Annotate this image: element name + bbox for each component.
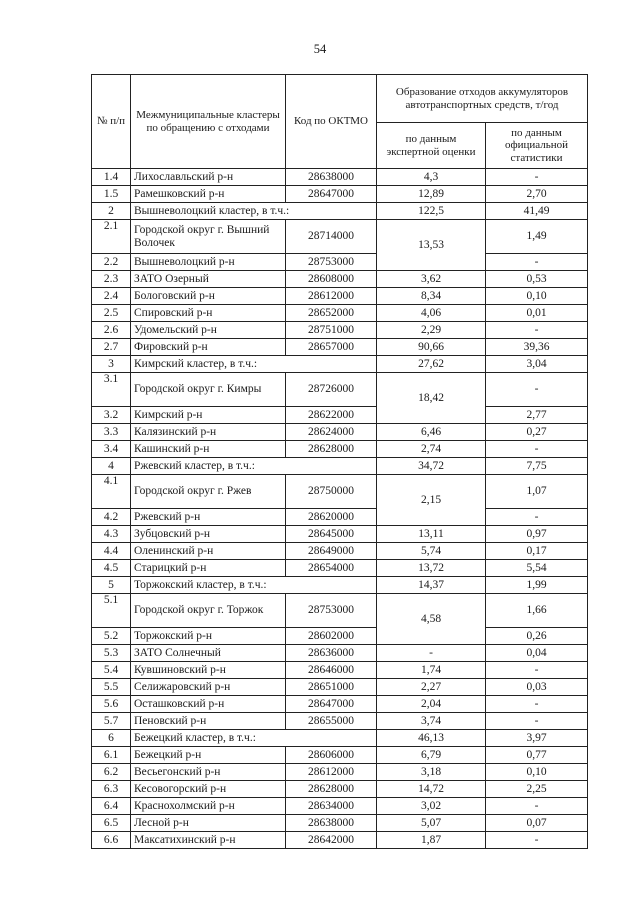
row-official: 3,04 — [486, 356, 588, 373]
row-code: 28753000 — [286, 594, 377, 628]
row-num: 4.5 — [92, 560, 131, 577]
row-official: 0,77 — [486, 747, 588, 764]
row-official: 0,10 — [486, 288, 588, 305]
row-official: 2,25 — [486, 781, 588, 798]
row-official: - — [486, 696, 588, 713]
row-num: 5.6 — [92, 696, 131, 713]
row-num: 3.2 — [92, 407, 131, 424]
row-name: Фировский р-н — [131, 339, 286, 356]
row-expert: 3,02 — [377, 798, 486, 815]
table-row — [92, 186, 588, 203]
table-row — [92, 543, 588, 560]
cluster-row — [92, 730, 588, 747]
row-expert: 2,27 — [377, 679, 486, 696]
row-num: 3 — [92, 356, 131, 373]
row-expert: 2,29 — [377, 322, 486, 339]
row-name: Осташковский р-н — [131, 696, 286, 713]
row-code: 28714000 — [286, 220, 377, 254]
row-expert: 34,72 — [377, 458, 486, 475]
row-code: 28608000 — [286, 271, 377, 288]
row-num: 6.4 — [92, 798, 131, 815]
row-official: - — [486, 169, 588, 186]
row-name: Максатихинский р-н — [131, 832, 286, 849]
row-name: Удомельский р-н — [131, 322, 286, 339]
row-expert: 3,74 — [377, 713, 486, 730]
row-code: 28753000 — [286, 254, 377, 271]
row-official: 0,01 — [486, 305, 588, 322]
row-num: 5.5 — [92, 679, 131, 696]
table-row — [92, 628, 588, 645]
header-expert: по данным экспертной оценки — [377, 123, 486, 169]
row-code: 28652000 — [286, 305, 377, 322]
row-name: Старицкий р-н — [131, 560, 286, 577]
row-expert: 90,66 — [377, 339, 486, 356]
table-header — [92, 75, 588, 169]
cluster-name: Кимрский кластер, в т.ч.: — [131, 356, 377, 373]
row-code: 28612000 — [286, 764, 377, 781]
table-row — [92, 424, 588, 441]
row-name: Весьегонский р-н — [131, 764, 286, 781]
row-num: 6.2 — [92, 764, 131, 781]
row-expert: 13,53 — [377, 220, 486, 271]
row-expert: 14,37 — [377, 577, 486, 594]
cluster-row — [92, 356, 588, 373]
cluster-row — [92, 577, 588, 594]
row-expert: 1,74 — [377, 662, 486, 679]
row-code: 28612000 — [286, 288, 377, 305]
row-code: 28602000 — [286, 628, 377, 645]
row-official: 41,49 — [486, 203, 588, 220]
cluster-name: Торжокский кластер, в т.ч.: — [131, 577, 377, 594]
row-expert: 4,06 — [377, 305, 486, 322]
row-official: 0,27 — [486, 424, 588, 441]
row-expert: 3,62 — [377, 271, 486, 288]
row-num: 6 — [92, 730, 131, 747]
row-expert: 46,13 — [377, 730, 486, 747]
row-code: 28655000 — [286, 713, 377, 730]
row-num: 2 — [92, 203, 131, 220]
row-expert: 4,3 — [377, 169, 486, 186]
row-name: Калязинский р-н — [131, 424, 286, 441]
row-expert: 14,72 — [377, 781, 486, 798]
row-name: Оленинский р-н — [131, 543, 286, 560]
row-code: 28638000 — [286, 815, 377, 832]
row-code: 28628000 — [286, 441, 377, 458]
cluster-row — [92, 458, 588, 475]
row-num: 4 — [92, 458, 131, 475]
row-num: 1.4 — [92, 169, 131, 186]
table-row — [92, 509, 588, 526]
table-row — [92, 254, 588, 271]
table-row — [92, 662, 588, 679]
row-expert: 2,74 — [377, 441, 486, 458]
header-official: по данным официальной статистики — [486, 123, 588, 169]
row-num: 2.7 — [92, 339, 131, 356]
row-name: Зубцовский р-н — [131, 526, 286, 543]
row-expert: 6,46 — [377, 424, 486, 441]
row-code: 28751000 — [286, 322, 377, 339]
row-official: - — [486, 662, 588, 679]
table-row — [92, 798, 588, 815]
row-code: 28628000 — [286, 781, 377, 798]
row-code: 28620000 — [286, 509, 377, 526]
row-expert: 13,72 — [377, 560, 486, 577]
row-expert: 2,04 — [377, 696, 486, 713]
row-name: Кувшиновский р-н — [131, 662, 286, 679]
table-row — [92, 645, 588, 662]
row-official: 2,70 — [486, 186, 588, 203]
row-code: 28622000 — [286, 407, 377, 424]
table-row — [92, 815, 588, 832]
row-official: - — [486, 832, 588, 849]
row-num: 6.3 — [92, 781, 131, 798]
table-row — [92, 271, 588, 288]
row-code: 28657000 — [286, 339, 377, 356]
row-official: 0,97 — [486, 526, 588, 543]
row-num: 2.3 — [92, 271, 131, 288]
row-num: 6.5 — [92, 815, 131, 832]
row-code: 28750000 — [286, 475, 377, 509]
row-official: 0,53 — [486, 271, 588, 288]
row-expert: 3,18 — [377, 764, 486, 781]
row-official: 0,26 — [486, 628, 588, 645]
header-formation: Образование отходов аккумуляторов автотранспортных средств, т/год — [377, 75, 588, 123]
header-cluster: Межмуниципальные кластеры по обращению с отходами — [131, 75, 286, 169]
table-row — [92, 832, 588, 849]
row-num: 5.4 — [92, 662, 131, 679]
row-name: ЗАТО Озерный — [131, 271, 286, 288]
table-row — [92, 305, 588, 322]
row-code: 28634000 — [286, 798, 377, 815]
row-official: - — [486, 322, 588, 339]
row-num: 2.6 — [92, 322, 131, 339]
row-official: - — [486, 509, 588, 526]
row-official: 5,54 — [486, 560, 588, 577]
row-num: 4.1 — [92, 475, 131, 509]
row-expert: - — [377, 645, 486, 662]
table-row — [92, 696, 588, 713]
page-number: 54 — [313, 42, 327, 56]
row-code: 28651000 — [286, 679, 377, 696]
row-num: 4.2 — [92, 509, 131, 526]
row-official: 1,07 — [486, 475, 588, 509]
row-official: - — [486, 373, 588, 407]
table-row — [92, 169, 588, 186]
row-official: 0,17 — [486, 543, 588, 560]
row-num: 2.5 — [92, 305, 131, 322]
cluster-row — [92, 203, 588, 220]
row-name: Городской округ г. Кимры — [131, 373, 286, 407]
row-name: Городской округ г. Вышний Волочек — [131, 220, 286, 254]
row-official: - — [486, 713, 588, 730]
table-body — [92, 169, 588, 849]
row-expert: 18,42 — [377, 373, 486, 424]
row-num: 2.1 — [92, 220, 131, 254]
row-official: 0,10 — [486, 764, 588, 781]
row-code: 28645000 — [286, 526, 377, 543]
row-name: Лихославльский р-н — [131, 169, 286, 186]
row-num: 5.2 — [92, 628, 131, 645]
row-code: 28647000 — [286, 186, 377, 203]
row-name: Рамешковский р-н — [131, 186, 286, 203]
table-row — [92, 713, 588, 730]
row-name: Кесовогорский р-н — [131, 781, 286, 798]
row-name: Городской округ г. Торжок — [131, 594, 286, 628]
table-row — [92, 441, 588, 458]
row-expert: 13,11 — [377, 526, 486, 543]
row-official: 1,99 — [486, 577, 588, 594]
row-expert: 2,15 — [377, 475, 486, 526]
row-name: Спировский р-н — [131, 305, 286, 322]
table-row — [92, 339, 588, 356]
row-expert: 27,62 — [377, 356, 486, 373]
table-row — [92, 594, 588, 628]
row-code: 28606000 — [286, 747, 377, 764]
row-name: Селижаровский р-н — [131, 679, 286, 696]
table-row — [92, 373, 588, 407]
row-num: 6.6 — [92, 832, 131, 849]
row-num: 1.5 — [92, 186, 131, 203]
row-official: - — [486, 441, 588, 458]
row-name: Торжокский р-н — [131, 628, 286, 645]
row-num: 3.1 — [92, 373, 131, 407]
row-official: 39,36 — [486, 339, 588, 356]
table-row — [92, 679, 588, 696]
table-row — [92, 475, 588, 509]
table-row — [92, 322, 588, 339]
row-official: - — [486, 798, 588, 815]
row-num: 4.4 — [92, 543, 131, 560]
row-name: Бежецкий р-н — [131, 747, 286, 764]
row-num: 3.3 — [92, 424, 131, 441]
row-num: 2.4 — [92, 288, 131, 305]
table-row — [92, 526, 588, 543]
cluster-name: Вышневолоцкий кластер, в т.ч.: — [131, 203, 377, 220]
header-num: № п/п — [92, 75, 131, 169]
row-official: 1,66 — [486, 594, 588, 628]
row-code: 28649000 — [286, 543, 377, 560]
row-num: 5.7 — [92, 713, 131, 730]
row-official: 3,97 — [486, 730, 588, 747]
row-num: 6.1 — [92, 747, 131, 764]
cluster-name: Бежецкий кластер, в т.ч.: — [131, 730, 377, 747]
table-row — [92, 288, 588, 305]
row-name: Бологовский р-н — [131, 288, 286, 305]
row-official: 2,77 — [486, 407, 588, 424]
waste-table — [91, 74, 588, 849]
row-expert: 5,74 — [377, 543, 486, 560]
table-row — [92, 781, 588, 798]
header-code: Код по ОКТМО — [286, 75, 377, 169]
row-name: Краснохолмский р-н — [131, 798, 286, 815]
row-name: Лесной р-н — [131, 815, 286, 832]
row-code: 28624000 — [286, 424, 377, 441]
table-row — [92, 407, 588, 424]
row-code: 28647000 — [286, 696, 377, 713]
row-expert: 12,89 — [377, 186, 486, 203]
row-name: Городской округ г. Ржев — [131, 475, 286, 509]
row-official: 0,03 — [486, 679, 588, 696]
row-code: 28642000 — [286, 832, 377, 849]
row-expert: 4,58 — [377, 594, 486, 645]
row-num: 3.4 — [92, 441, 131, 458]
row-name: Кашинский р-н — [131, 441, 286, 458]
row-code: 28636000 — [286, 645, 377, 662]
row-num: 5 — [92, 577, 131, 594]
table-row — [92, 560, 588, 577]
row-num: 5.3 — [92, 645, 131, 662]
row-expert: 1,87 — [377, 832, 486, 849]
row-official: 7,75 — [486, 458, 588, 475]
table-row — [92, 220, 588, 254]
row-name: Кимрский р-н — [131, 407, 286, 424]
row-num: 4.3 — [92, 526, 131, 543]
row-code: 28638000 — [286, 169, 377, 186]
table-row — [92, 764, 588, 781]
row-expert: 6,79 — [377, 747, 486, 764]
row-name: Пеновский р-н — [131, 713, 286, 730]
row-num: 5.1 — [92, 594, 131, 628]
cluster-name: Ржевский кластер, в т.ч.: — [131, 458, 377, 475]
row-expert: 8,34 — [377, 288, 486, 305]
row-expert: 5,07 — [377, 815, 486, 832]
row-code: 28726000 — [286, 373, 377, 407]
row-name: ЗАТО Солнечный — [131, 645, 286, 662]
row-name: Вышневолоцкий р-н — [131, 254, 286, 271]
row-code: 28654000 — [286, 560, 377, 577]
table-row — [92, 747, 588, 764]
row-official: 0,04 — [486, 645, 588, 662]
row-name: Ржевский р-н — [131, 509, 286, 526]
row-official: 0,07 — [486, 815, 588, 832]
row-num: 2.2 — [92, 254, 131, 271]
row-expert: 122,5 — [377, 203, 486, 220]
row-official: 1,49 — [486, 220, 588, 254]
row-code: 28646000 — [286, 662, 377, 679]
row-official: - — [486, 254, 588, 271]
